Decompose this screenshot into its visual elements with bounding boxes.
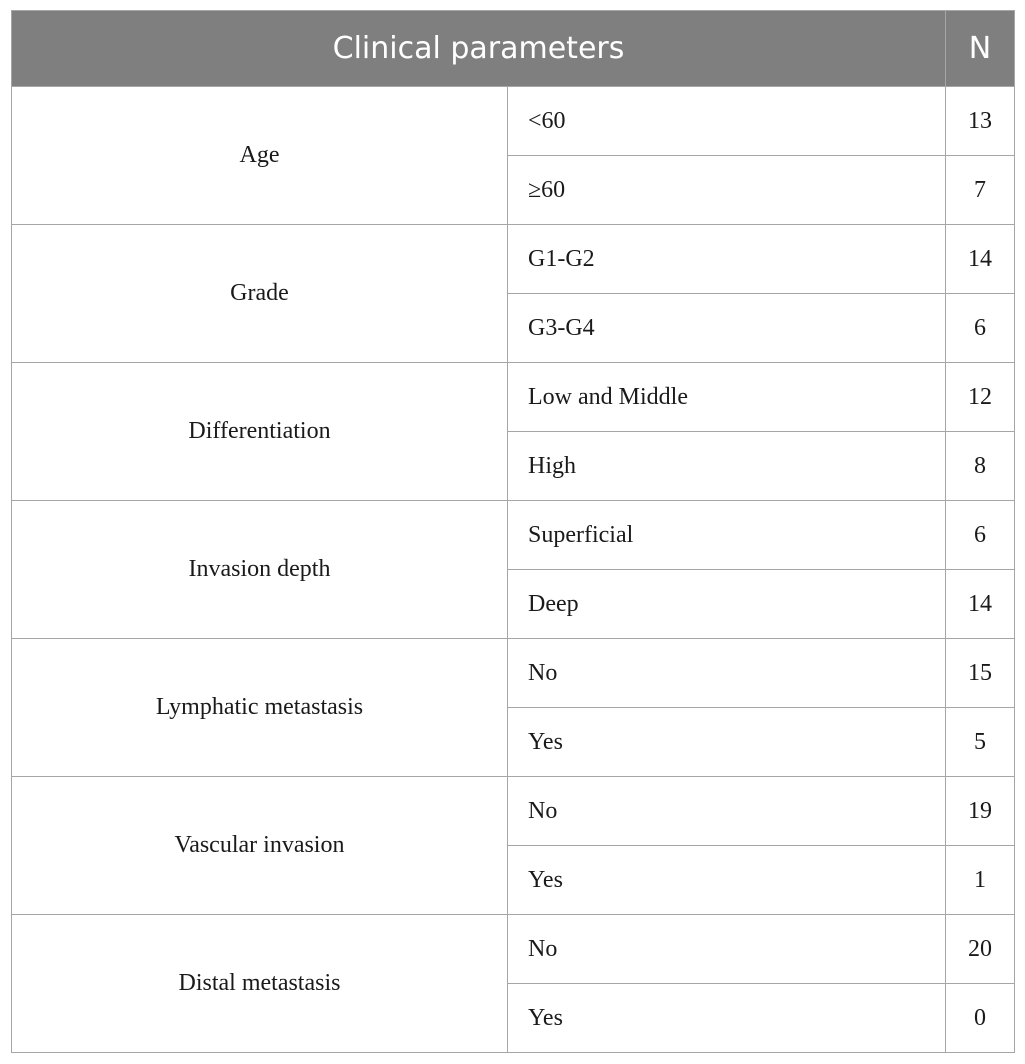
parameter-cell: Age: [12, 87, 508, 225]
table-row: [12, 225, 1015, 294]
category-cell: No: [508, 777, 946, 846]
count-cell: 5: [946, 708, 1015, 777]
header-clinical-parameters: Clinical parameters: [12, 11, 946, 87]
table-row: [12, 363, 1015, 432]
category-cell: Low and Middle: [508, 363, 946, 432]
parameter-cell: Differentiation: [12, 363, 508, 501]
count-cell: 1: [946, 846, 1015, 915]
count-cell: 6: [946, 501, 1015, 570]
table-row: [12, 639, 1015, 708]
parameter-cell: Vascular invasion: [12, 777, 508, 915]
count-cell: 8: [946, 432, 1015, 501]
category-cell: <60: [508, 87, 946, 156]
table-row: [12, 87, 1015, 156]
header-row: [12, 11, 1015, 87]
category-cell: No: [508, 915, 946, 984]
table-row: [12, 777, 1015, 846]
category-cell: G1-G2: [508, 225, 946, 294]
parameter-cell: Invasion depth: [12, 501, 508, 639]
parameter-cell: Grade: [12, 225, 508, 363]
clinical-parameters-table: [11, 10, 1015, 1053]
category-cell: ≥60: [508, 156, 946, 225]
count-cell: 13: [946, 87, 1015, 156]
count-cell: 20: [946, 915, 1015, 984]
category-cell: No: [508, 639, 946, 708]
count-cell: 6: [946, 294, 1015, 363]
count-cell: 14: [946, 225, 1015, 294]
table-row: [12, 501, 1015, 570]
category-cell: Deep: [508, 570, 946, 639]
header-n: N: [946, 11, 1015, 87]
parameter-cell: Lymphatic metastasis: [12, 639, 508, 777]
count-cell: 0: [946, 984, 1015, 1053]
count-cell: 15: [946, 639, 1015, 708]
category-cell: Superficial: [508, 501, 946, 570]
category-cell: High: [508, 432, 946, 501]
count-cell: 19: [946, 777, 1015, 846]
count-cell: 14: [946, 570, 1015, 639]
category-cell: Yes: [508, 846, 946, 915]
count-cell: 12: [946, 363, 1015, 432]
count-cell: 7: [946, 156, 1015, 225]
category-cell: G3-G4: [508, 294, 946, 363]
category-cell: Yes: [508, 708, 946, 777]
table-row: [12, 915, 1015, 984]
category-cell: Yes: [508, 984, 946, 1053]
table-body: [12, 87, 1015, 1053]
parameter-cell: Distal metastasis: [12, 915, 508, 1053]
